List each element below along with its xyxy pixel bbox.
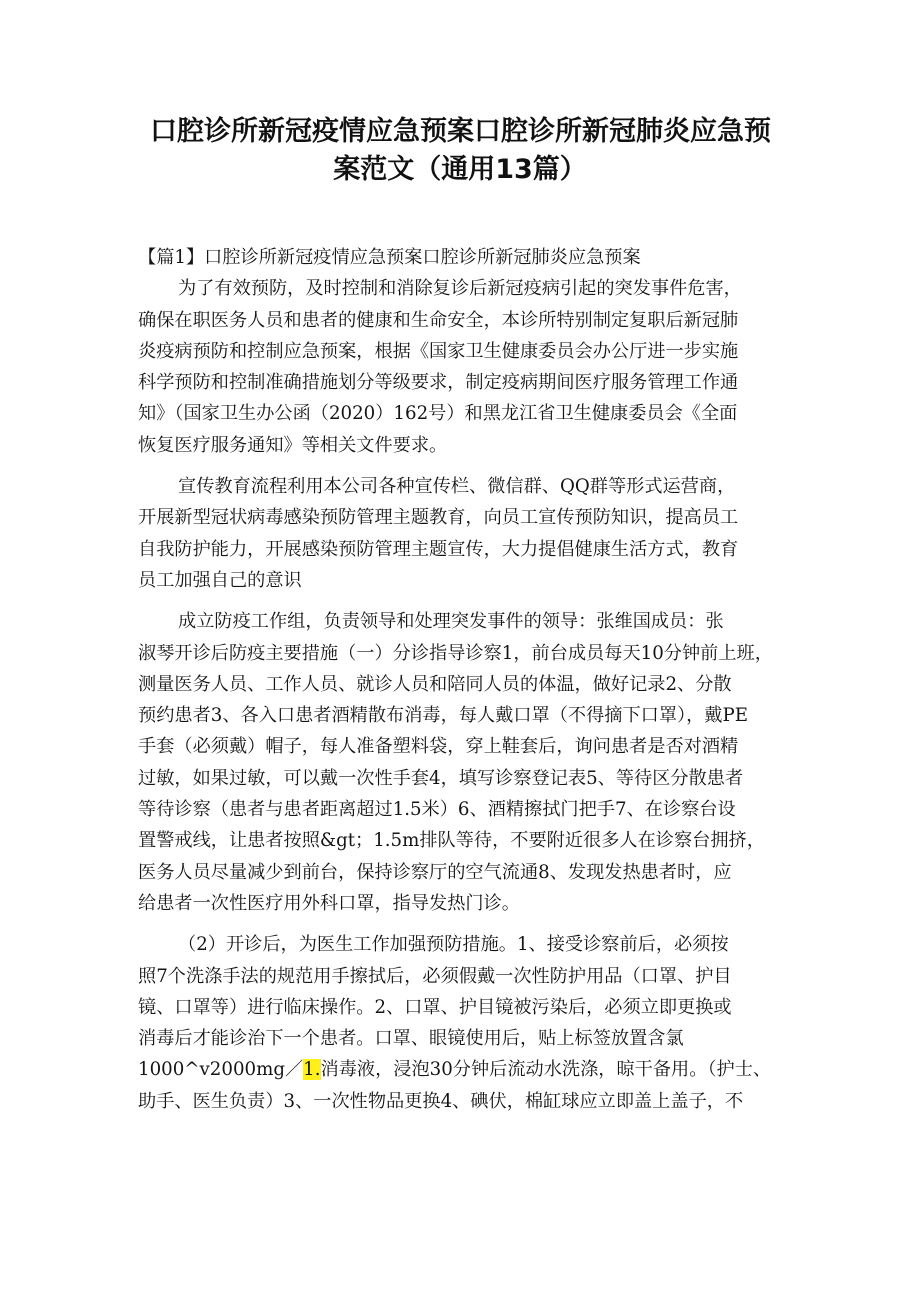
text-line: 测量医务人员、工作人员、就诊人员和陪同人员的体温，做好记录2、分散 [138,673,732,695]
section-heading: 【篇1】口腔诊所新冠疫情应急预案口腔诊所新冠肺炎应急预案 [138,247,641,268]
text-line: 消毒后才能诊治下一个患者。口罩、眼镜使用后，贴上标签放置含氯 [138,1028,684,1050]
title-line-1: 口腔诊所新冠疫情应急预案口腔诊所新冠肺炎应急预 [150,116,771,147]
text-line: 镜、口罩等）进行临床操作。2、口罩、护目镜被污染后，必须立即更换或 [138,996,732,1018]
text-line: 手套（必须戴）帽子，每人准备塑料袋，穿上鞋套后，询问患者是否对酒精 [138,736,739,758]
text-line: （2）开诊后，为医生工作加强预防措施。1、接受诊察前后，必须按 [178,934,729,956]
title-line-2: 案范文（通用13篇） [333,154,587,185]
text-line: 确保在职医务人员和患者的健康和生命安全，本诊所特别制定复职后新冠肺 [138,309,739,331]
text-line: 员工加强自己的意识 [138,569,302,591]
text-line: 自我防护能力，开展感染预防管理主题宣传，大力提倡健康生活方式，教育 [138,538,739,560]
text-line: 置警戒线，让患者按照&gt；1.5m排队等待，不要附近很多人在诊察台拥挤， [138,830,765,852]
text-line: 医务人员尽量减少到前台，保持诊察厅的空气流通8、发现发热患者时，应 [138,861,732,883]
text-line: 预约患者3、各入口患者酒精散布消毒，每人戴口罩（不得摘下口罩），戴PE [138,705,748,727]
document-title [150,113,770,189]
text-continuation: 消毒液，浸泡30分钟后流动水洗涤，晾干备用。（护士、 [320,1059,772,1081]
paragraph-4 [138,929,790,1117]
text-line: 炎疫病预防和控制应急预案，根据《国家卫生健康委员会办公厅进一步实施 [138,340,739,362]
text-line: 为了有效预防，及时控制和消除复诊后新冠疫病引起的突发事件危害， [178,278,742,300]
text-line: 淑琴开诊后防疫主要措施（一）分诊指导诊察1，前台成员每天10分钟前上班， [138,642,773,664]
text-line: 知》（国家卫生办公函（2020）162号）和黑龙江省卫生健康委员会《全面 [138,403,738,425]
text-line: 恢复医疗服务通知》等相关文件要求。 [138,434,448,456]
text-line: 等待诊察（患者与患者距离超过1.5米）6、酒精擦拭门把手7、在诊察台设 [138,799,736,821]
text-line: 过敏，如果过敏，可以戴一次性手套4，填写诊察登记表5、等待区分散患者 [138,767,744,789]
document-body [138,242,790,1117]
text-line: 科学预防和控制准确措施划分等级要求，制定疫病期间医疗服务管理工作通 [138,372,739,394]
text-line: 成立防疫工作组，负责领导和处理突发事件的领导：张维国成员：张 [178,611,724,633]
paragraph-2 [138,471,790,596]
text-line: 宣传教育流程利用本公司各种宣传栏、微信群、QQ群等形式运营商， [178,476,736,498]
paragraph-1 [138,273,790,461]
text-line: 开展新型冠状病毒感染预防管理主题教育，向员工宣传预防知识，提高员工 [138,507,739,529]
text-line: 照7个洗涤手法的规范用手擦拭后，必须假戴一次性防护用品（口罩、护目 [138,965,732,987]
highlight-mark: 1. [303,1059,321,1081]
text-line: 给患者一次性医疗用外科口罩，指导发热门诊。 [138,892,520,914]
dosage-text: 1000^v2000mg／ [138,1059,304,1081]
text-line-highlighted [138,1054,790,1085]
paragraph-3 [138,606,790,919]
text-line: 助手、医生负责）3、一次性物品更换4、碘伏，棉缸球应立即盖上盖子，不 [138,1090,744,1112]
